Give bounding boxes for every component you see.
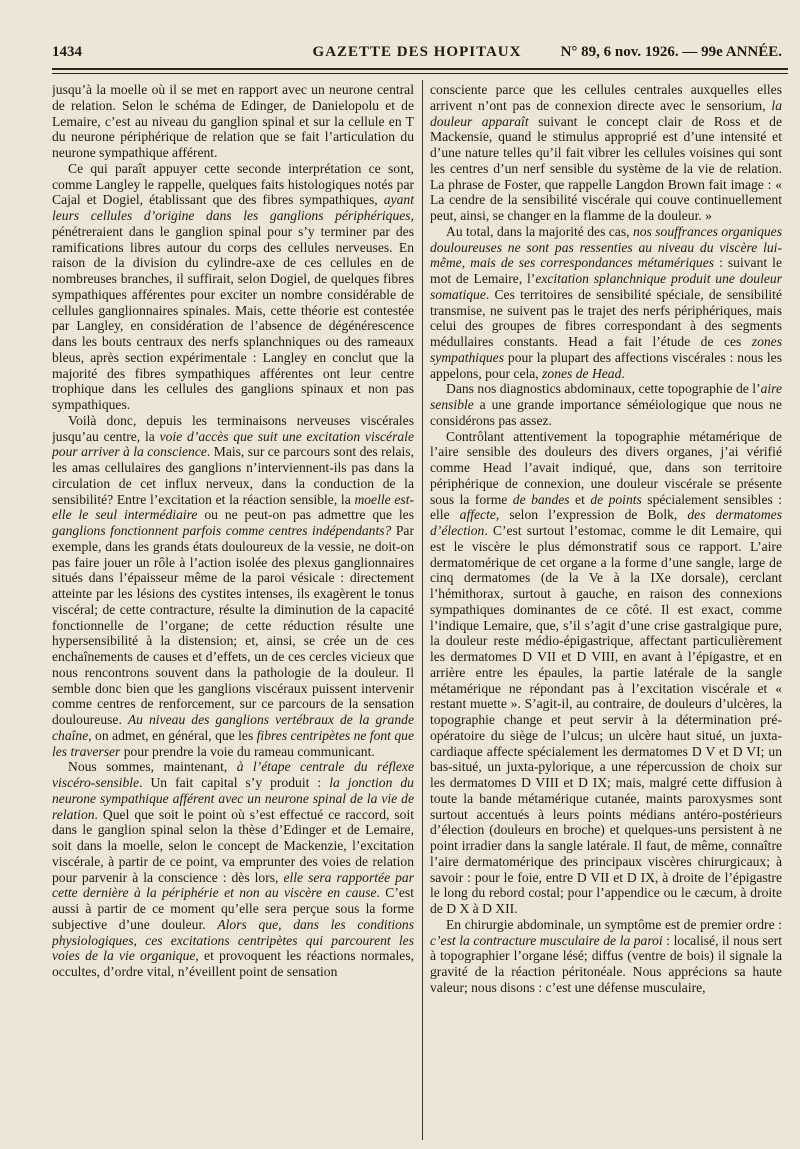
text-run: suivant le concept clair de Ross et de Mackensie, quand le stimulus approprié est d’une intensité et d’une nature telles qu’il fait vibrer les cellules voisines qui sont les centres d’un nerf sensible du système de la vie de relation. La phrase de Foster, que rappelle Langdon Brown fait image : « La cendre de la sensibilité viscérale qui couve continuellement peut, ainsi, se changer en la flamme de la douleur. » <box>430 113 782 223</box>
italic-text: ayant leurs cellules d’origine dans les ganglions périphériques <box>52 192 414 223</box>
text-run: . C’est surtout l’estomac, comme le dit Lemaire, qui est le viscère le plus démonstratif sous ce rapport. L’aire dermatomérique de cet organe a la forme d’une sangle, large de cinq dermatomes (de la Ve à la IXe dorsale), cerclant l’hémithorax, surtout à gauche, en raison des connexions sympathiques dominantes de ce côté. Il est exact, comme l’indique Lemaire, que, s’il s’agit d’une crise gastralgique pure, la douleur reste médio-épigastrique, affectant particulièrement les dermatomes D VII et D VIII, en avant à l’épigastre, et en arrière entre les épaules, la partie latérale de la sangle métamérique ne répondant pas à l’excitation viscérale et « restant muette ». S’agit-il, au contraire, de douleurs d’ulcères, la topographie change et peut servir à la détermination pré-opératoire du siège de l’ulcus; un ulcère haut situé, un juxta-cardiaque affecte spécialement les dermatomes D V et D VI; un bas-situé, un juxta-pylorique, a une répercussion de choix sur les dermatomes D VIII et D IX; mais, malgré cette diffusion à toute la bande métamérique cutanée, maints paroxysmes sont surtout accentués à leurs points médians antéro-postérieurs d’élection (douleurs en broche) et quelques-uns persistent à ne point irradier dans la sangle latérale. Il faut, de même, connaître l’aire dermatomérique des principaux viscères chirurgicaux; à savoir : pour le foie, entre D VII et D IX, à droite de l’épigastre le long du rebord costal; pour l’appendice ou le cæcum, à droite de D X à D XII. <box>430 523 782 916</box>
paragraph <box>52 82 414 161</box>
text-run: . C’est aussi à partir de ce moment qu’elle sera perçue sous la forme subjective d’une douleur. <box>52 885 414 932</box>
text-run: consciente parce que les cellules centrales auxquelles elles arrivent n’ont pas de connexion directe avec le sensorium, <box>430 82 782 113</box>
italic-text: aire sensible <box>430 381 782 412</box>
text-run: a une grande importance séméiologique que nous ne considérons pas assez. <box>430 397 782 428</box>
paragraph <box>52 759 414 980</box>
paragraph <box>430 917 782 996</box>
left-column <box>52 82 414 1142</box>
paragraph <box>52 413 414 760</box>
text-run: Voilà donc, depuis les terminaisons nerveuses viscérales jusqu’au centre, la <box>52 412 414 444</box>
italic-text: la douleur apparaît <box>430 97 782 129</box>
right-column <box>430 82 782 1142</box>
paragraph <box>430 82 782 224</box>
italic-text: la jonction du neurone sympathique afférent avec un neurone spinal de la vie de relation <box>52 775 414 822</box>
italic-text: ganglions fonctionnent parfois comme centres indépendants? <box>52 523 392 538</box>
column-divider <box>422 80 423 1140</box>
text-run: Contrôlant attentivement la topographie métamérique de l’aire sensible des douleurs des divers organes, j’ai vérifié comme Head l’avait indiqué, que, dans son territoire périphérique de connexion, une douleur viscérale se présente sous la forme <box>430 428 782 507</box>
italic-text: affecte <box>459 507 496 523</box>
journal-title: GAZETTE DES HOPITAUX <box>312 44 522 60</box>
header-rule-thin <box>52 73 788 74</box>
italic-text: Au niveau des ganglions vertébraux de la grande chaîne <box>52 712 414 743</box>
text-run: pour prendre la voie du rameau communicant. <box>120 743 375 759</box>
text-run: , selon l’expression de Bolk, <box>495 507 688 523</box>
text-run: Dans nos diagnostics abdominaux, cette topographie de l’ <box>446 381 761 397</box>
italic-text: zones sympathiques <box>430 334 782 365</box>
text-run: . Mais, sur ce parcours sont des relais, les amas cellulaires des ganglions n’interviennent-ils pas dans la circulation de cet influx nerveux, dans la conduction de la sensibilité? Entre l’excitation et la réaction sensible, la <box>52 444 414 507</box>
page-header <box>52 40 782 64</box>
italic-text: Alors que, dans les conditions physiologiques, ces excitations centripètes qui parcourent les voies de la vie organique <box>52 916 414 964</box>
paragraph <box>430 429 782 917</box>
text-run: . <box>621 365 625 381</box>
header-rule-thick <box>52 68 788 70</box>
italic-text: des dermatomes d’élection <box>430 507 782 538</box>
text-run: et <box>569 491 591 507</box>
text-run: Nous sommes, maintenant, <box>68 759 237 775</box>
text-run: Par exemple, dans les grands états douloureux de la vessie, ne doit-on pas faire jouer un rôle à l’action isolée des plexus ganglionnaires situés dans l’épaisseur même de la paroi vésicale : directement atteinte par les lésions des cystites intenses, ils exagèrent le tonus viscéral; de cette contracture, résulte la diminution de la capacité fonctionnelle de l’organe; de cette réduction résulte une hypersensibilité à la distension; et, ainsi, se crée un de ces enchaînements de causes et d’effets, un de ces cercles vicieux que nous rencontrons souvent dans la pathologie de la douleur. Il semble donc bien que les ganglions viscéraux puissent intervenir comme centres de renforcement, sur ce parcours de la sensation douloureuse. <box>52 523 414 727</box>
italic-text: fibres centripètes ne font que les traverser <box>52 727 414 759</box>
text-run: En chirurgie abdominale, un symptôme est de premier ordre : <box>446 916 782 932</box>
italic-text: voie d’accès que suit une excitation viscérale pour arriver à la conscience <box>52 428 414 460</box>
text-run: spécialement sensibles : elle <box>430 491 782 523</box>
italic-text: nos souffrances organiques douloureuses ne sont pas ressenties au niveau du viscère lui-même, mais de ses correspondances métamériques <box>430 223 782 271</box>
text-run: Ce qui paraît appuyer cette seconde interprétation ce sont, comme Langley le rappelle, quelques faits histologiques notés par Cajal et Dogiel, établissant que des fibres sympathiques, <box>52 160 414 208</box>
text-run: , on admet, en général, que les <box>88 727 257 743</box>
text-run: Au total, dans la majorité des cas, <box>446 223 633 239</box>
text-run: jusqu’à la moelle où il se met en rapport avec un neurone central de relation. Selon le schéma de Edinger, de Danielopolu et de Lemaire, c’est au niveau du ganglion spinal et sur la cellule en T du neurone périphérique de relation que se fait l’articulation du neurone sympathique afférent. <box>52 82 414 160</box>
paragraph <box>430 224 782 382</box>
italic-text: elle sera rapportée par cette dernière à la périphérie et non au viscère en cause <box>52 869 414 901</box>
text-run: . Ces territoires de sensibilité spéciale, de sensibilité transmise, ne suivent pas le trajet des nerfs périphériques, mais celui des groupes de fibres correspondant à des segments médullaires constants. Head a fait l’étude de ces <box>430 286 782 349</box>
paragraph <box>430 381 782 428</box>
text-run: pour la plupart des affections viscérales : nous les appelons, pour cela, <box>430 349 782 381</box>
text-run: . Un fait capital s’y produit : <box>139 775 330 790</box>
issue-info: N° 89, 6 nov. 1926. — 99e ANNÉE. <box>560 44 782 60</box>
text-run: ou ne peut-on pas admettre que les <box>197 507 414 523</box>
italic-text: c’est la contracture musculaire de la paroi <box>430 932 663 948</box>
text-run: : suivant le mot de Lemaire, l’ <box>430 255 782 286</box>
italic-text: de bandes <box>512 491 570 507</box>
text-run: : localisé, il nous sert à topographier l’organe lésé; diffus (ventre de bois) il signale la gravité de la réaction péritonéale. Nous apprécions sa haute valeur; nous disons : c’est une défense musculaire, <box>430 932 782 995</box>
page-number: 1434 <box>52 44 82 60</box>
paragraph <box>52 161 414 413</box>
italic-text: de points <box>590 491 642 507</box>
italic-text: à l’étape centrale du réflexe viscéro-sensible <box>52 759 414 790</box>
text-run: . Quel que soit le point où s’est effectué ce raccord, soit dans le ganglion spinal selon la thèse d’Edinger et de Lemaire, soit dans la moelle, selon le concept de Mackenzie, l’excitation viscérale, à partir de ce point, va emprunter des voies de relation pour parvenir à la conscience : dès lors, <box>52 806 414 885</box>
italic-text: moelle est-elle le seul intermédiaire <box>52 491 414 523</box>
text-run: , et provoquent les réactions normales, occultes, d’ordre vital, n’éveillent point de sensation <box>52 948 414 979</box>
text-run: , pénétreraient dans le ganglion spinal pour s’y terminer par des ramifications libres autour du corps des cellules nerveuses. En raison de la division du cylindre-axe de ces cellules en de nombreuses branches, il suffirait, selon Dogiel, de quelques fibres sympathiques afférentes pour exciter un nombre considérable de cellules ganglionnaires spinales. Mais, cette théorie est contestée par Langley, en considération de l’absence de dégénérescence dans les bouts centraux des nerfs splanchniques ou des rameaux bleus, après section expérimentale : Langley en conclut que la majorité des fibres sympathiques afférentes ont leur centre trophique dans les cellules des ganglions spinaux et non pas sympathiques. <box>52 208 414 412</box>
italic-text: zones de Head <box>542 365 622 381</box>
italic-text: excitation splanchnique produit une douleur somatique <box>430 271 782 302</box>
